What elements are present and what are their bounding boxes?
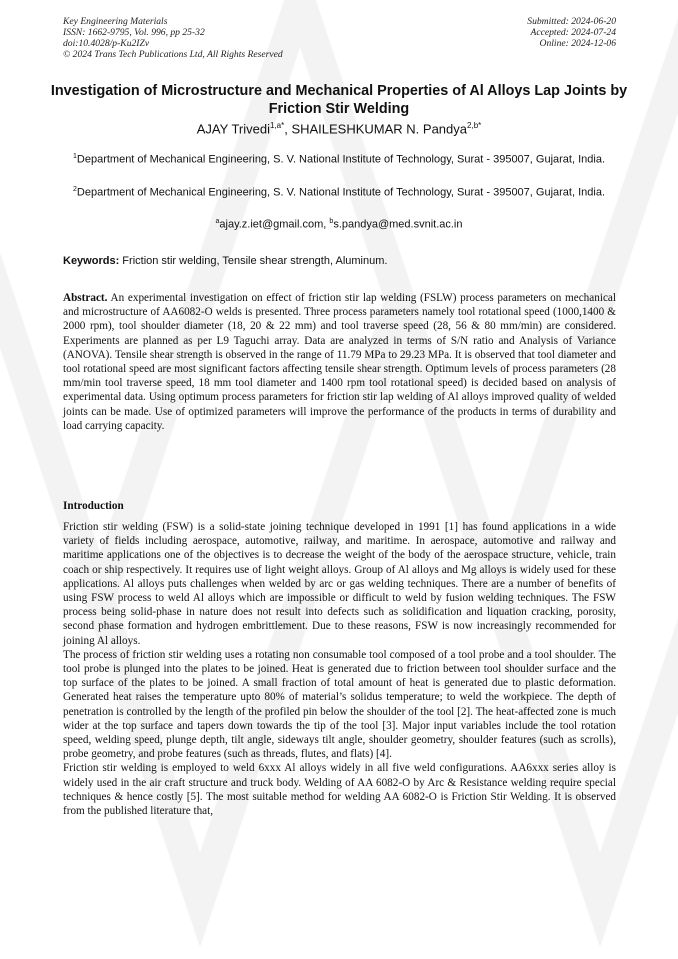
email-link[interactable]: s.pandya@med.svnit.ac.in — [333, 218, 463, 231]
accepted-date: Accepted: 2024-07-24 — [530, 27, 616, 38]
affiliation — [60, 182, 618, 201]
abstract-label: Abstract. — [63, 292, 108, 304]
keywords — [63, 255, 616, 267]
issn-line: ISSN: 1662-9795, Vol. 996, pp 25-32 — [63, 27, 205, 38]
submitted-date: Submitted: 2024-06-20 — [527, 16, 616, 27]
journal-name: Key Engineering Materials — [63, 16, 168, 27]
author-list — [40, 121, 638, 136]
affiliation — [60, 149, 618, 168]
paragraph: Friction stir welding is employed to weld 6xxx Al alloys widely in all five weld configurations. AA6xxx series alloy is widely used in the air craft structure and truck body. Welding of AA 6082-O by Arc & Resistance welding require special techniques & hence costly [5]. The most suitable method for welding AA 6082-O is Friction Stir Welding. It is observed from the published literature that, — [63, 762, 616, 818]
email-link[interactable]: ajay.z.iet@gmail.com — [219, 218, 324, 231]
author-superscript: 2,b* — [467, 121, 482, 130]
author-name: SHAILESHKUMAR N. Pandya — [291, 121, 468, 137]
paragraph: The process of friction stir welding uses a rotating non consumable tool composed of a tool probe and a tool shoulder. The tool probe is plunged into the plates to be joined. Heat is generated due to friction between tool shoulder surface and the top surface of the plates to be joined. A small fraction of total amount of heat is generated due to plastic deformation. Generated heat raises the temperature upto 80% of material’s solidus temperature; to weld the workpiece. The depth of penetration is controlled by the length of the profiled pin below the shoulder of the tool [2]. The heat-affected zone is much wider at the top surface and tapers down towards the tip of the tool [3]. Major input variables include the tool rotation speed, welding speed, plunge depth, tilt angle, sideways tilt angle, shoulder geometry, shoulder features (such as scrolls), probe geometry, and probe features (such as threads, flutes, and flats) [4]. — [63, 648, 616, 761]
affiliation-number: 1 — [72, 153, 77, 160]
abstract-text: An experimental investigation on effect of friction stir lap welding (FSLW) process parameters on mechanical and microstructure of AA6082-O welds is presented. Three process parameters namely tool rotational speed (1000,1400 & 2000 rpm), tool shoulder diameter (18, 20 & 22 mm) and tool traverse speed (28, 56 & 80 mm/min) are considered. Experiments are planned as per L9 Taguchi array. Data are analyzed in terms of S/N ratio and Analysis of Variance (ANOVA). Tensile shear strength is observed in the range of 11.79 MPa to 29.23 MPa. It is observed that tool diameter and tool rotational speed are most significant factors affecting tensile shear strength. Optimum levels of process parameters (28 mm/min tool traverse speed, 18 mm tool diameter and 1400 rpm tool rotational speed) is decided based on analysis of experimental data. Using optimum process parameters for friction stir lap welding of Al alloys improved quality of welded joints can be made. Use of optimized parameters will improve the performance of the products in terms of durability and load carrying capacity. — [63, 292, 616, 432]
email-marker: a — [215, 218, 220, 225]
publication-info — [63, 16, 283, 60]
email-marker: b — [329, 218, 334, 225]
paper-title: Investigation of Microstructure and Mechanical Properties of Al Alloys Lap Joints by Friction Stir Welding — [50, 83, 628, 117]
introduction-body — [63, 520, 616, 818]
affiliation-number: 2 — [72, 186, 77, 193]
abstract — [63, 291, 616, 433]
keywords-label: Keywords: — [63, 255, 120, 267]
paragraph: Friction stir welding (FSW) is a solid-state joining technique developed in 1991 [1] has found applications in a wide variety of fields including aerospace, automotive, railway, and maritime. In aerospace, automotive and railway and maritime applications one of the objectives is to decrease the weight of the body of the aerospace structure, vehicle, train coach or ship respectively. It requires use of light weight alloys. Group of Al alloys and Mg alloys is widely used for these applications. Al alloys puts challenges when welded by arc or gas welding techniques. There are a number of benefits of using FSW process to weld Al alloys which are impossible or difficult to weld by fusion welding techniques. The FSW process being solid-phase in nature does not result into defects such as solidification and liquation cracking, porosity, second phase formation and hydrogen embrittlement. Due to these reasons, FSW is now increasingly recommended for joining Al alloys. — [63, 521, 616, 647]
online-date: Online: 2024-12-06 — [539, 38, 616, 49]
keywords-text: Friction stir welding, Tensile shear strength, Aluminum. — [119, 255, 388, 267]
email-separator: , — [323, 218, 330, 231]
author-superscript: 1,a* — [269, 121, 285, 130]
affiliation-text: Department of Mechanical Engineering, S. V. National Institute of Technology, Surat - 395007, Gujarat, India. — [76, 153, 606, 166]
doi-line: doi:10.4028/p-Ku2IZv — [63, 38, 150, 49]
copyright-line: © 2024 Trans Tech Publications Ltd, All Rights Reserved — [63, 49, 283, 60]
author-emails — [60, 218, 618, 231]
date-info — [527, 16, 616, 49]
section-heading: Introduction — [63, 500, 124, 512]
author-separator: , — [284, 121, 292, 137]
author-name: AJAY Trivedi — [196, 121, 270, 137]
affiliation-text: Department of Mechanical Engineering, S. V. National Institute of Technology, Surat - 395007, Gujarat, India. — [76, 186, 606, 199]
